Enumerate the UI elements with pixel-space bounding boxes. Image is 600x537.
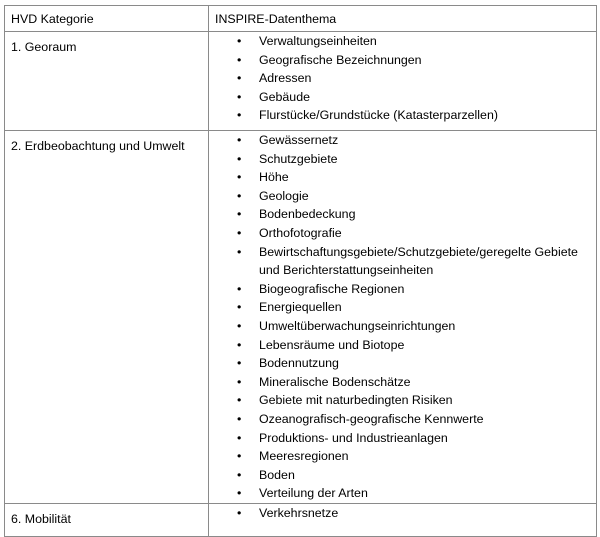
bullet-icon: • — [237, 188, 242, 203]
bullet-icon: • — [237, 430, 242, 445]
bullet-icon: • — [237, 170, 242, 185]
list-item: • Geografische Bezeichnungen — [209, 51, 590, 70]
list-item: • Lebensräume und Biotope — [209, 336, 590, 355]
bullet-icon: • — [237, 318, 242, 333]
bullet-icon: • — [237, 225, 242, 240]
theme-list — [209, 504, 596, 523]
list-item: • Gebäude — [209, 88, 590, 107]
bullet-icon: • — [237, 337, 242, 352]
list-item: • Bodennutzung — [209, 354, 590, 373]
list-item: • Meeresregionen — [209, 447, 590, 466]
bullet-icon: • — [237, 374, 242, 389]
bullet-icon: • — [237, 108, 242, 123]
list-item: • Geologie — [209, 187, 590, 206]
bullet-icon: • — [237, 393, 242, 408]
bullet-icon: • — [237, 505, 242, 520]
bullet-icon: • — [237, 207, 242, 222]
list-item: • Ozeanografisch-geografische Kennwerte — [209, 410, 590, 429]
table-row — [5, 503, 597, 536]
theme-cell — [209, 503, 597, 536]
list-item: • Höhe — [209, 168, 590, 187]
theme-list — [209, 131, 596, 503]
hvd-inspire-table — [4, 5, 597, 537]
list-item: • Boden — [209, 466, 590, 485]
bullet-icon: • — [237, 356, 242, 371]
bullet-icon: • — [237, 449, 242, 464]
bullet-icon: • — [237, 133, 242, 147]
list-item: • Orthofotografie — [209, 224, 590, 243]
list-item: • Produktions- und Industrieanlagen — [209, 429, 590, 448]
bullet-icon: • — [237, 151, 242, 166]
list-item: • Bewirtschaftungsgebiete/Schutzgebiete/geregelte Gebiete und Berichterstattungseinheiten — [237, 244, 578, 278]
list-item: • Flurstücke/Grundstücke (Katasterparzellen) — [209, 106, 590, 125]
list-item: • Gewässernetz — [209, 131, 590, 150]
bullet-icon: • — [237, 411, 242, 426]
list-item: • Verteilung der Arten — [209, 484, 590, 503]
theme-cell — [209, 131, 597, 504]
header-row — [5, 6, 597, 32]
bullet-icon: • — [237, 52, 242, 67]
list-item: • Mineralische Bodenschätze — [209, 373, 590, 392]
bullet-icon: • — [237, 300, 242, 315]
list-item: • Adressen — [209, 69, 590, 88]
category-cell: 6. Mobilität — [5, 503, 209, 536]
list-item: • Schutzgebiete — [209, 150, 590, 169]
list-item: • Gebiete mit naturbedingten Risiken — [209, 391, 590, 410]
header-hvd-category: HVD Kategorie — [5, 6, 209, 32]
bullet-icon: • — [237, 71, 242, 86]
list-item: • Energiequellen — [209, 298, 590, 317]
bullet-icon: • — [237, 34, 242, 48]
bullet-icon: • — [237, 89, 242, 104]
header-inspire-theme: INSPIRE-Datenthema — [209, 6, 597, 32]
category-cell: 1. Georaum — [5, 32, 209, 131]
theme-cell — [209, 32, 597, 131]
list-item: • Umweltüberwachungseinrichtungen — [209, 317, 590, 336]
bullet-icon: • — [237, 467, 242, 482]
bullet-icon: • — [237, 281, 242, 296]
list-item: • Biogeografische Regionen — [209, 280, 590, 299]
bullet-icon: • — [237, 244, 242, 259]
theme-list — [209, 32, 596, 125]
bullet-icon: • — [237, 486, 242, 501]
list-item: • Bodenbedeckung — [209, 205, 590, 224]
table-row — [5, 32, 597, 131]
list-item: • Verkehrsnetze — [209, 504, 590, 523]
table-row — [5, 131, 597, 504]
category-cell: 2. Erdbeobachtung und Umwelt — [5, 131, 209, 504]
list-item: • Verwaltungseinheiten — [209, 32, 590, 51]
